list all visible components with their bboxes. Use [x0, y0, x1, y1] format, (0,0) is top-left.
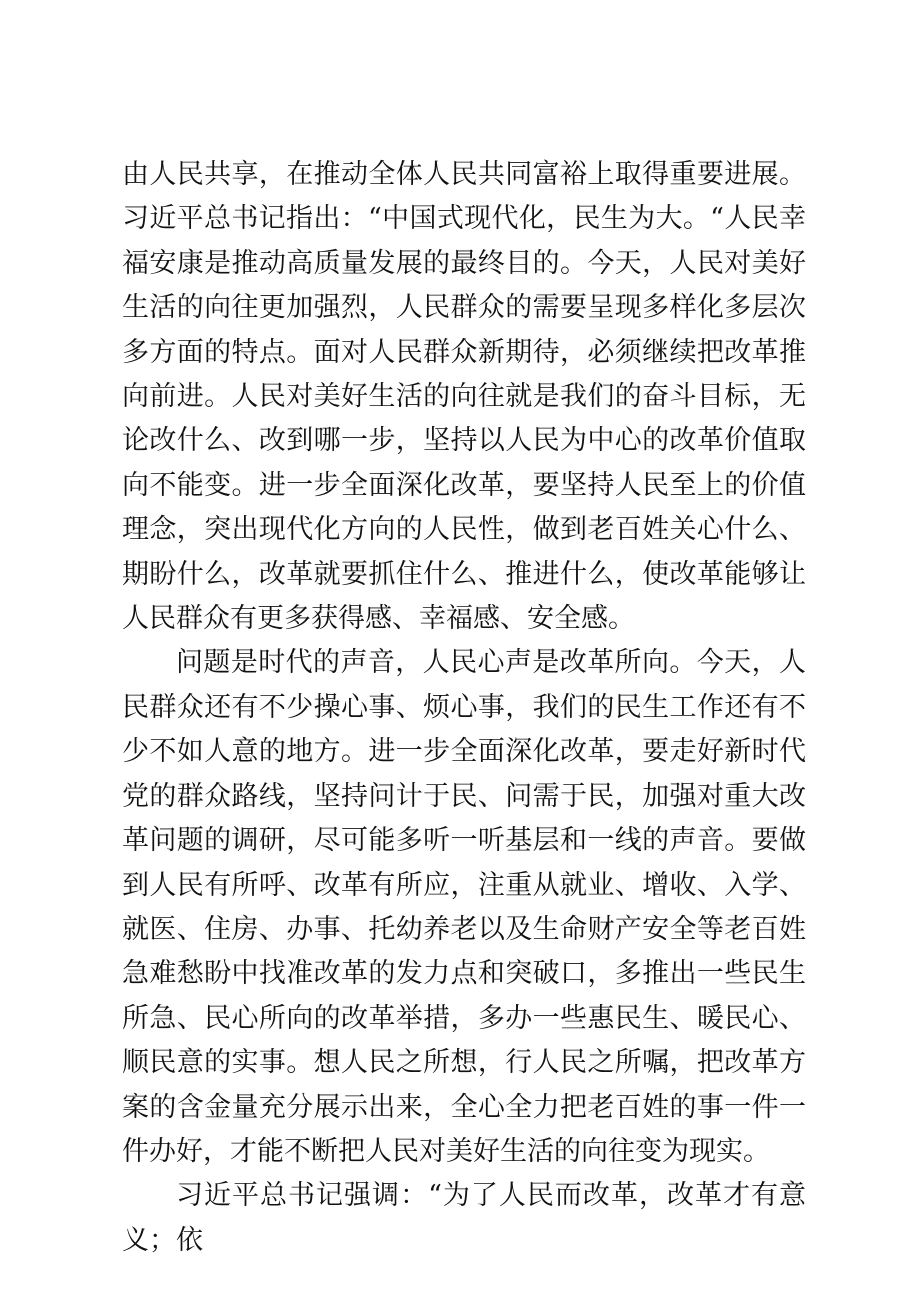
- paragraph-2: 问题是时代的声音，人民心声是改革所向。今天，人民群众还有不少操心事、烦心事，我们的民生工作还有不少不如人意的地方。进一步全面深化改革，要走好新时代党的群众路线，坚持问计于民、问需于民，加强对重大改革问题的调研，尽可能多听一听基层和一线的声音。要做到人民有所呼、改革有所应，注重从就业、增收、入学、就医、住房、办事、托幼养老以及生命财产安全等老百姓急难愁盼中找准改革的发力点和突破口，多推出一些民生所急、民心所向的改革举措，多办一些惠民生、暖民心、顺民意的实事。想人民之所想，行人民之所嘱，把改革方案的含金量充分展示出来，全心全力把老百姓的事一件一件办好，才能不断把人民对美好生活的向往变为现实。: [122, 647, 806, 1167]
- paragraph-1: 由人民共享，在推动全体人民共同富裕上取得重要进展。习近平总书记指出：“中国式现代化，民生为大。“人民幸福安康是推动高质量发展的最终目的。今天，人民对美好生活的向往更加强烈，人民群众的需要呈现多样化多层次多方面的特点。面对人民群众新期待，必须继续把改革推向前进。人民对美好生活的向往就是我们的奋斗目标，无论改什么、改到哪一步，坚持以人民为中心的改革价值取向不能变。进一步全面深化改革，要坚持人民至上的价值理念，突出现代化方向的人民性，做到老百姓关心什么、期盼什么，改革就要抓住什么、推进什么，使改革能够让人民群众有更多获得感、幸福感、安全感。: [122, 159, 806, 635]
- document-page: [122, 153, 806, 1263]
- paragraph-3: 习近平总书记强调：“为了人民而改革，改革才有意义；依: [122, 1180, 806, 1256]
